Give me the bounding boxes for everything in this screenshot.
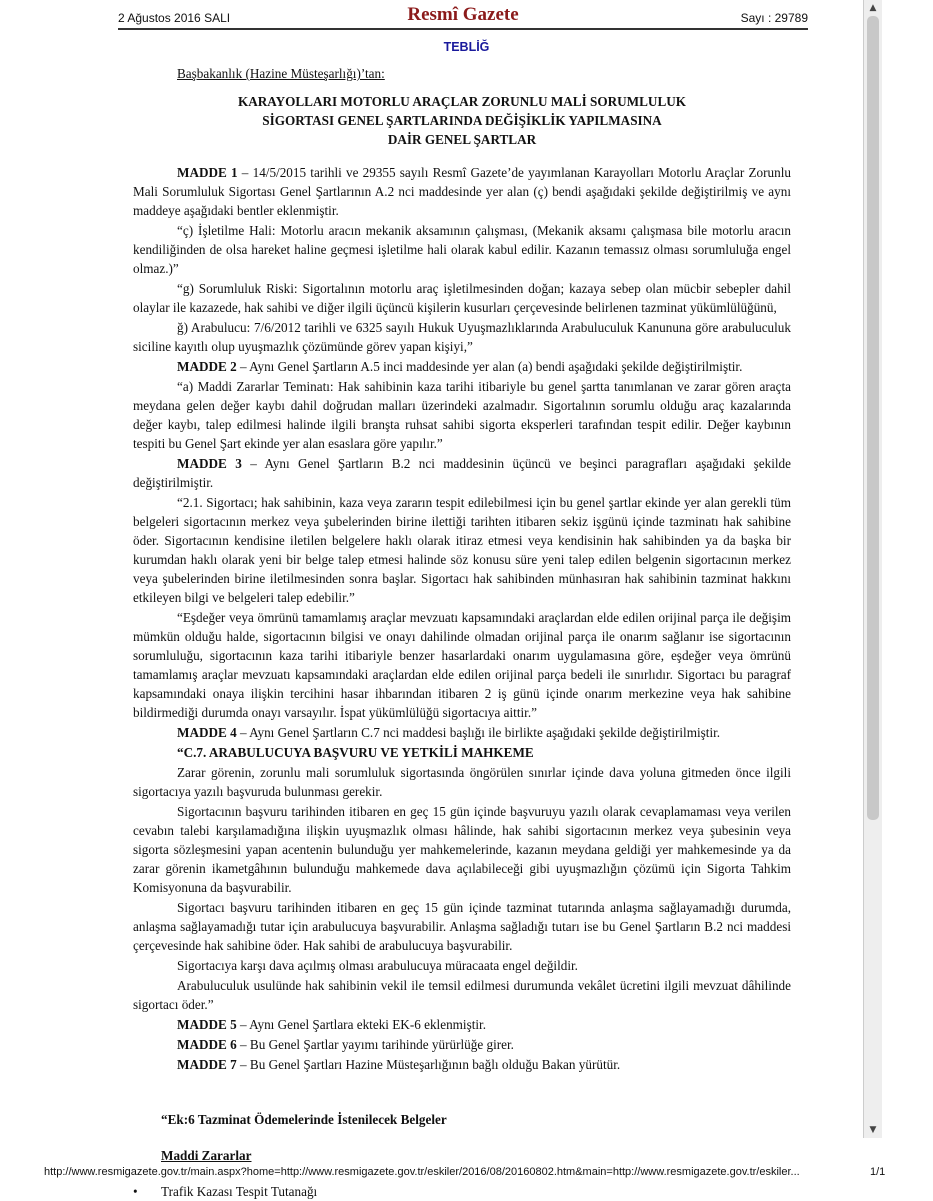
article-2 [133,357,791,376]
article-1 [133,163,791,220]
spacer [133,1075,791,1110]
title-line: DAİR GENEL ŞARTLAR [387,132,537,147]
paragraph: “Eşdeğer veya ömrünü tamamlamış araçlar mevzuatı kapsamındaki araçlardan elde edilen orijinal parça ile değişim mümkün olduğu halde, sigortacının bilgisi ve onayı dahilinde olmadan orijinal parça ile onarım sağlanır ise sigortacının sorumluluğu, sigortacının kaza tarihi itibariyle benzer hasarlardaki onarım uygulamasına göre, eşdeğer veya ömrünü tamamlamış araçlar mevzuatı kapsamındaki araçlardan elde edilen orijinal parça bedeli ile sınırlıdır. Sigortacı bu paragraf kapsamındaki onaya ilişkin tercihini hasar ihbarından itibaren 2 iş günü içinde onarım merkezine veya hak sahibine bildirmediği durumda onayı varsayılır. İspat yükümlülüğü sigortacıya aittir.” [133,610,791,720]
article-6 [133,1035,791,1054]
article-4 [133,723,791,742]
article-3 [133,454,791,492]
list-item-text: Trafik Kazası Tespit Tutanağı [161,1184,318,1199]
article-text: – Aynı Genel Şartların C.7 nci maddesi başlığı ile birlikte aşağıdaki şekilde değiştirilmiştir. [236,725,721,740]
annex-subtitle: Maddi Zararlar [161,1148,252,1163]
print-footer [0,1163,933,1183]
annex-title: “Ek:6 Tazminat Ödemelerinde İstenilecek Belgeler [161,1112,447,1127]
section-label: TEBLİĞ [443,40,490,54]
paragraph: Zarar görenin, zorunlu mali sorumluluk sigortasında öngörülen sınırlar içinde dava yoluna gitmeden önce ilgili sigortacıya yazılı başvuruda bulunması gerekir. [133,765,791,799]
bullet-icon: • [133,1184,138,1199]
section-heading: “C.7. ARABULUCUYA BAŞVURU VE YETKİLİ MAHKEME [177,745,534,760]
article-label: MADDE 7 [177,1057,237,1072]
paragraph: “ç) İşletilme Hali: Motorlu aracın mekanik aksamının çalışması, (Mekanik aksamı çalışmasa bile motorlu aracın kendiliğinden de olsa hareket haline geçmesi işletilme hali olarak kabul edilir. Kazanın temassız olması sorumluluğa engel olmaz.)” [133,223,791,276]
article-text: – Bu Genel Şartları Hazine Müsteşarlığının bağlı olduğu Bakan yürütür. [236,1057,621,1072]
paragraph: Sigortacı başvuru tarihinden itibaren en geç 15 gün içinde tazminat tutarında anlaşma sağlayamadığı durumda, anlaşma sağlayamadığı tutar için arabulucuya başvurabilir. Anlaşma sağladığı tutarı ise bu Genel Şartların B.2 nci maddesi çerçevesinde hak sahibine öder. Hak sahibi de arabulucuya başvurabilir. [133,900,791,953]
issuing-authority: Başbakanlık (Hazine Müsteşarlığı)’tan: [177,66,385,81]
annex-list [133,1182,791,1201]
article-text: – Aynı Genel Şartların B.2 nci maddesinin üçüncü ve beşinci paragrafları aşağıdaki şekilde değiştirilmiştir. [133,456,791,490]
scroll-down-arrow-icon[interactable]: ▼ [869,1125,877,1135]
title-line: SİGORTASI GENEL ŞARTLARINDA DEĞİŞİKLİK YAPILMASINA [262,113,662,128]
article-label: MADDE 3 [177,456,242,471]
footer-page-number: 1/1 [870,1166,886,1178]
vertical-scrollbar[interactable] [863,0,882,1138]
document-body [133,64,791,1201]
gazette-header [118,6,808,28]
document-title [133,92,791,149]
article-5 [133,1015,791,1034]
list-item [133,1182,791,1201]
article-text: – Aynı Genel Şartların A.5 inci maddesinde yer alan (a) bendi aşağıdaki şekilde değiştirilmiştir. [236,359,743,374]
paragraph: “g) Sorumluluk Riski: Sigortalının motorlu araç işletilmesinden doğan; kazaya sebep olan mücbir sebepler dahil olaylar ile kazazede, hak sahibi ve diğer ilgili üçüncü kişilerin kusurları çerçevesinde belirlenen tazminat yükümlülüğünü, [133,281,791,315]
article-label: MADDE 5 [177,1017,237,1032]
article-text: – 14/5/2015 tarihli ve 29355 sayılı Resmî Gazete’de yayımlanan Karayolları Motorlu Araçlar Zorunlu Mali Sorumluluk Sigortası Genel Şartlarının A.2 nci maddesinde yer alan (ç) bendi aşağıdaki şekilde değiştirilmiş ve aynı maddeye aşağıdaki bentler eklenmiştir. [133,165,791,218]
issue-date: 2 Ağustos 2016 SALI [118,11,231,25]
paragraph: ğ) Arabulucu: 7/6/2012 tarihli ve 6325 sayılı Hukuk Uyuşmazlıklarında Arabuluculuk Kanununa göre arabuluculuk siciline kayıtlı olup uyuşmazlık çözümünde görev yapan kişiyi,” [133,320,791,354]
issue-number: Sayı : 29789 [740,11,808,25]
title-line: KARAYOLLARI MOTORLU ARAÇLAR ZORUNLU MALİ SORUMLULUK [237,94,687,109]
article-7 [133,1055,791,1074]
scroll-up-arrow-icon[interactable]: ▲ [869,3,877,13]
header-divider [118,28,808,30]
article-label: MADDE 4 [177,725,237,740]
article-text: – Aynı Genel Şartlara ekteki EK-6 eklenmiştir. [236,1017,487,1032]
article-text: – Bu Genel Şartlar yayımı tarihinde yürürlüğe girer. [236,1037,514,1052]
footer-url: http://www.resmigazete.gov.tr/main.aspx?home=http://www.resmigazete.gov.tr/eskiler/2016/08/20160802.htm&main=http://www.resmigazete.gov.tr/eskiler... [44,1166,800,1178]
scrollbar-thumb[interactable] [867,16,879,820]
paragraph: Sigortacıya karşı dava açılmış olması arabulucuya müracaata engel değildir. [177,958,578,973]
article-label: MADDE 2 [177,359,237,374]
paragraph: “2.1. Sigortacı; hak sahibinin, kaza veya zararın tespit edilebilmesi için bu genel şartlar ekinde yer alan gerekli tüm belgeleri sigortacının merkez veya şubelerinden birine ilettiği tarihten itibaren sekiz işgünü içinde tazminatı hak sahibine öder. Sigortacının kendisine iletilen belgelere haklı olarak itiraz etmesi veya kendisinin hak sahibinden ya da başka bir kurumdan haklı olarak yeni bir belge talep etmesi halinde söz konusu süre yeni talep edilen belgenin sigortacının merkez veya şubelerinden birine iletilmesinden sonra başlar. Sigortacı hak sahibinden münhasıran hak sahibinin tazminat hakkını etkileyen bilgi ve belgeleri talep edebilir.” [133,495,791,605]
paragraph: Sigortacının başvuru tarihinden itibaren en geç 15 gün içinde başvuruyu yazılı olarak cevaplamaması veya verilen cevabın talebi karşılamadığına ilişkin uyuşmazlık olması hâlinde, hak sahibi sigortacının merkez veya şubesinin veya sigorta sözleşmesini yapan acentenin bulunduğu yer mahkemelerinde, kazanın meydana geldiği yer mahkemesinde ya da zarar görenin ikametgâhının bulunduğu mahkemede dava açılabileceği gibi uyuşmazlığın çözümü için Sigorta Tahkim Komisyonuna da başvurabilir. [133,804,791,895]
paragraph: Arabuluculuk usulünde hak sahibinin vekil ile temsil edilmesi durumunda vekâlet ücretini ilgili mevzuat dâhilinde sigortacı öder.” [133,978,791,1012]
gazette-title: Resmî Gazete [407,4,519,25]
paragraph: “a) Maddi Zararlar Teminatı: Hak sahibinin kaza tarihi itibariyle bu genel şartta tanımlanan ve zarar gören araçta meydana gelen değer kaybı dahil doğrudan malları üzerindeki azalmadır. Sigortalının sorumlu olduğu araç kazalarında değer kaybı, talep edilmesi halinde ilgili branşta ruhsat sahibi sigorta eksperleri tarafından tespit edilir. Değer kaybının tespiti bu Genel Şart ekinde yer alan esaslara göre yapılır.” [133,379,791,451]
article-label: MADDE 1 [177,165,238,180]
article-label: MADDE 6 [177,1037,237,1052]
